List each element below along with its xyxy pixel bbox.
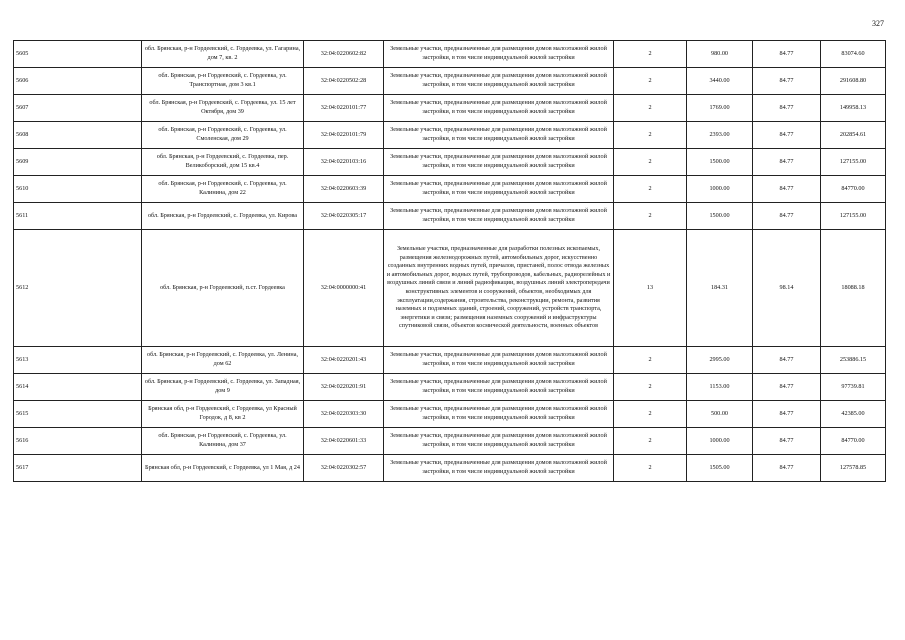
- group-number-cell: 2: [614, 203, 687, 230]
- specific-value-cell: 84.77: [753, 428, 821, 455]
- cadastral-value-cell: 83074.60: [821, 41, 886, 68]
- table-row: [14, 401, 886, 428]
- cadastral-number-cell: 32:04:0220201:91: [304, 374, 384, 401]
- page-number: 327: [872, 19, 884, 28]
- specific-value-cell: 84.77: [753, 401, 821, 428]
- group-number-cell: 2: [614, 41, 687, 68]
- group-number-cell: 2: [614, 455, 687, 482]
- cadastral-value-cell: 127155.00: [821, 149, 886, 176]
- address-cell: обл. Брянская, р-н Гордеевский, с. Гордеевка, ул. Смоленская, дом 29: [142, 122, 304, 149]
- group-number-cell: 2: [614, 374, 687, 401]
- address-cell: обл. Брянская, р-н Гордеевский, п.ст. Гордеевка: [142, 230, 304, 347]
- land-purpose-cell: Земельные участки, предназначенные для размещения домов малоэтажной жилой застройки, в том числе индивидуальной жилой застройки: [384, 203, 614, 230]
- cadastral-value-cell: 84770.00: [821, 428, 886, 455]
- row-number-cell: 5609: [14, 149, 142, 176]
- area-cell: 980.00: [687, 41, 753, 68]
- land-purpose-cell: Земельные участки, предназначенные для размещения домов малоэтажной жилой застройки, в том числе индивидуальной жилой застройки: [384, 68, 614, 95]
- row-number-cell: 5611: [14, 203, 142, 230]
- specific-value-cell: 84.77: [753, 203, 821, 230]
- specific-value-cell: 84.77: [753, 455, 821, 482]
- land-purpose-cell: Земельные участки, предназначенные для размещения домов малоэтажной жилой застройки, в том числе индивидуальной жилой застройки: [384, 455, 614, 482]
- table-row: [14, 122, 886, 149]
- group-number-cell: 2: [614, 401, 687, 428]
- cadastral-value-cell: 42385.00: [821, 401, 886, 428]
- cadastral-number-cell: 32:04:0220601:33: [304, 428, 384, 455]
- land-purpose-cell: Земельные участки, предназначенные для размещения домов малоэтажной жилой застройки, в том числе индивидуальной жилой застройки: [384, 122, 614, 149]
- table-row: [14, 230, 886, 347]
- row-number-cell: 5616: [14, 428, 142, 455]
- group-number-cell: 2: [614, 95, 687, 122]
- table-row: [14, 176, 886, 203]
- cadastral-value-cell: 202854.61: [821, 122, 886, 149]
- cadastral-value-cell: 97739.81: [821, 374, 886, 401]
- group-number-cell: 2: [614, 347, 687, 374]
- specific-value-cell: 84.77: [753, 176, 821, 203]
- address-cell: обл. Брянская, р-н Гордеевский, с. Гордеевка, ул. Транспортная, дом 3 кв.1: [142, 68, 304, 95]
- table-row: [14, 149, 886, 176]
- row-number-cell: 5605: [14, 41, 142, 68]
- row-number-cell: 5617: [14, 455, 142, 482]
- table-row: [14, 347, 886, 374]
- address-cell: обл. Брянская, р-н Гордеевский, с. Гордеевка, пер. Великоборский, дом 15 кв.4: [142, 149, 304, 176]
- cadastral-number-cell: 32:04:0220101:77: [304, 95, 384, 122]
- table-row: [14, 374, 886, 401]
- cadastral-value-cell: 84770.00: [821, 176, 886, 203]
- address-cell: обл. Брянская, р-н Гордеевский, с. Гордеевка, ул. Калинина, дом 22: [142, 176, 304, 203]
- group-number-cell: 13: [614, 230, 687, 347]
- land-registry-table: [13, 40, 886, 482]
- specific-value-cell: 84.77: [753, 41, 821, 68]
- table-body: [14, 41, 886, 482]
- land-purpose-cell: Земельные участки, предназначенные для разработки полезных ископаемых, размещения железнодорожных путей, автомобильных дорог, искусственно созданных внутренних водных путей, причалов, пристаней, полос отвода железных и автомобильных дорог, водных путей, трубопроводов, кабельных, радиорелейных и воздушных линий связи и линий радиофикации, воздушных линий электропередачи конструктивных элементов и сооружений, объектов, необходимых для эксплуатации,содержания, строительства, реконструкции, ремонта, развития наземных и подземных зданий, строений, сооружений, устройств транспорта, энергетики и связи; размещения наземных сооружений и инфраструктуры спутниковой связи, объектов космической деятельности, военных объектов: [384, 230, 614, 347]
- cadastral-value-cell: 291608.80: [821, 68, 886, 95]
- group-number-cell: 2: [614, 149, 687, 176]
- area-cell: 1000.00: [687, 176, 753, 203]
- land-purpose-cell: Земельные участки, предназначенные для размещения домов малоэтажной жилой застройки, в том числе индивидуальной жилой застройки: [384, 347, 614, 374]
- cadastral-number-cell: 32:04:0220303:30: [304, 401, 384, 428]
- area-cell: 1769.00: [687, 95, 753, 122]
- land-purpose-cell: Земельные участки, предназначенные для размещения домов малоэтажной жилой застройки, в том числе индивидуальной жилой застройки: [384, 41, 614, 68]
- group-number-cell: 2: [614, 176, 687, 203]
- address-cell: обл. Брянская, р-н Гордеевский, с. Гордеевка, ул. 15 лет Октября, дом 39: [142, 95, 304, 122]
- specific-value-cell: 84.77: [753, 149, 821, 176]
- land-purpose-cell: Земельные участки, предназначенные для размещения домов малоэтажной жилой застройки, в том числе индивидуальной жилой застройки: [384, 428, 614, 455]
- cadastral-number-cell: 32:04:0000000:41: [304, 230, 384, 347]
- row-number-cell: 5612: [14, 230, 142, 347]
- area-cell: 1500.00: [687, 203, 753, 230]
- cadastral-value-cell: 127155.00: [821, 203, 886, 230]
- address-cell: Брянская обл, р-н Гордеевский, с Гордеевка, ул Красный Городок, д 8, кв 2: [142, 401, 304, 428]
- address-cell: Брянская обл, р-н Гордеевский, с Гордеевка, ул 1 Мая, д 24: [142, 455, 304, 482]
- address-cell: обл. Брянская, р-н Гордеевский, с. Гордеевка, ул. Западная, дом 9: [142, 374, 304, 401]
- row-number-cell: 5608: [14, 122, 142, 149]
- table-row: [14, 428, 886, 455]
- land-purpose-cell: Земельные участки, предназначенные для размещения домов малоэтажной жилой застройки, в том числе индивидуальной жилой застройки: [384, 401, 614, 428]
- row-number-cell: 5614: [14, 374, 142, 401]
- cadastral-number-cell: 32:04:0220502:28: [304, 68, 384, 95]
- cadastral-value-cell: 149958.13: [821, 95, 886, 122]
- group-number-cell: 2: [614, 428, 687, 455]
- area-cell: 184.31: [687, 230, 753, 347]
- land-purpose-cell: Земельные участки, предназначенные для размещения домов малоэтажной жилой застройки, в том числе индивидуальной жилой застройки: [384, 374, 614, 401]
- cadastral-value-cell: 127578.85: [821, 455, 886, 482]
- address-cell: обл. Брянская, р-н Гордеевский, с. Гордеевка, ул. Кирова: [142, 203, 304, 230]
- row-number-cell: 5615: [14, 401, 142, 428]
- cadastral-number-cell: 32:04:0220302:57: [304, 455, 384, 482]
- land-purpose-cell: Земельные участки, предназначенные для размещения домов малоэтажной жилой застройки, в том числе индивидуальной жилой застройки: [384, 149, 614, 176]
- cadastral-number-cell: 32:04:0220201:43: [304, 347, 384, 374]
- area-cell: 1000.00: [687, 428, 753, 455]
- cadastral-number-cell: 32:04:0220103:16: [304, 149, 384, 176]
- cadastral-number-cell: 32:04:0220602:82: [304, 41, 384, 68]
- cadastral-number-cell: 32:04:0220305:17: [304, 203, 384, 230]
- table-row: [14, 203, 886, 230]
- area-cell: 3440.00: [687, 68, 753, 95]
- area-cell: 500.00: [687, 401, 753, 428]
- cadastral-number-cell: 32:04:0220101:79: [304, 122, 384, 149]
- specific-value-cell: 84.77: [753, 347, 821, 374]
- group-number-cell: 2: [614, 122, 687, 149]
- specific-value-cell: 84.77: [753, 95, 821, 122]
- land-purpose-cell: Земельные участки, предназначенные для размещения домов малоэтажной жилой застройки, в том числе индивидуальной жилой застройки: [384, 176, 614, 203]
- area-cell: 1153.00: [687, 374, 753, 401]
- address-cell: обл. Брянская, р-н Гордеевский, с. Гордеевка, ул. Калинина, дом 37: [142, 428, 304, 455]
- specific-value-cell: 84.77: [753, 374, 821, 401]
- land-purpose-cell: Земельные участки, предназначенные для размещения домов малоэтажной жилой застройки, в том числе индивидуальной жилой застройки: [384, 95, 614, 122]
- cadastral-number-cell: 32:04:0220603:39: [304, 176, 384, 203]
- row-number-cell: 5613: [14, 347, 142, 374]
- table-row: [14, 455, 886, 482]
- cadastral-value-cell: 18088.18: [821, 230, 886, 347]
- row-number-cell: 5607: [14, 95, 142, 122]
- area-cell: 1505.00: [687, 455, 753, 482]
- specific-value-cell: 84.77: [753, 122, 821, 149]
- specific-value-cell: 84.77: [753, 68, 821, 95]
- table-row: [14, 41, 886, 68]
- area-cell: 2393.00: [687, 122, 753, 149]
- area-cell: 2995.00: [687, 347, 753, 374]
- group-number-cell: 2: [614, 68, 687, 95]
- specific-value-cell: 98.14: [753, 230, 821, 347]
- area-cell: 1500.00: [687, 149, 753, 176]
- table-row: [14, 95, 886, 122]
- address-cell: обл. Брянская, р-н Гордеевский, с. Гордеевка, ул. Ленина, дом 62: [142, 347, 304, 374]
- cadastral-value-cell: 253886.15: [821, 347, 886, 374]
- address-cell: обл. Брянская, р-н Гордеевский, с. Гордеевка, ул. Гагарина, дом 7, кв. 2: [142, 41, 304, 68]
- row-number-cell: 5606: [14, 68, 142, 95]
- row-number-cell: 5610: [14, 176, 142, 203]
- table-row: [14, 68, 886, 95]
